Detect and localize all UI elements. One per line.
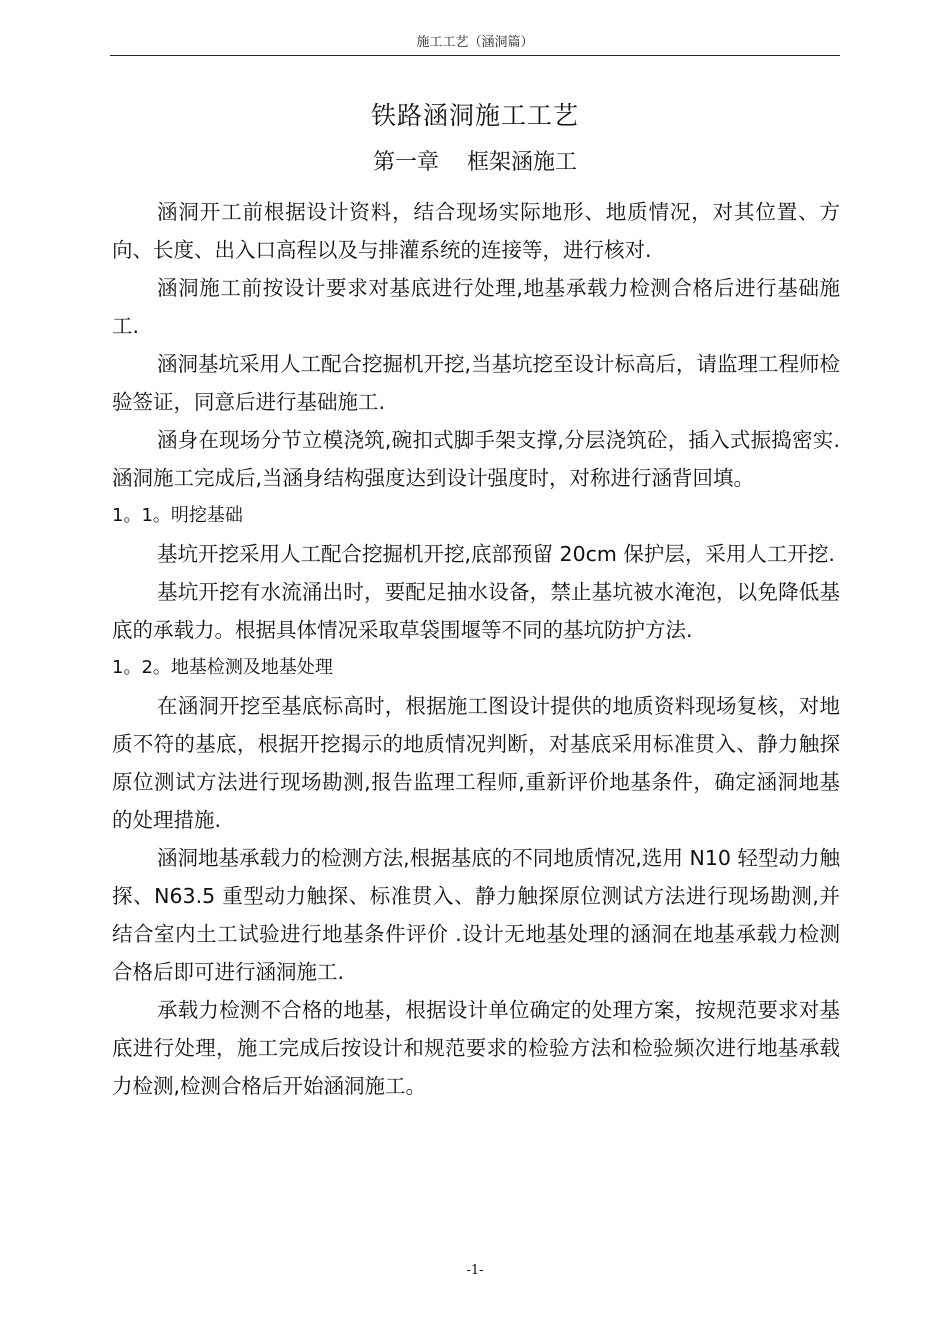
running-header: 施工工艺（涵洞篇） <box>416 35 534 50</box>
body-paragraph: 涵身在现场分节立模浇筑,碗扣式脚手架支撑,分层浇筑砼，插入式振捣密实.涵洞施工完成后,当涵身结构强度达到设计强度时，对称进行涵背回填。 <box>112 428 840 490</box>
document-body <box>112 193 840 1105</box>
page-number: -1- <box>466 1263 484 1278</box>
body-paragraph: 涵洞基坑采用人工配合挖掘机开挖,当基坑挖至设计标高后，请监理工程师检验签证，同意后进行基础施工. <box>112 352 841 414</box>
section-heading: 1。1。明挖基础 <box>112 505 243 526</box>
header-divider <box>110 55 840 56</box>
body-paragraph: 基坑开挖采用人工配合挖掘机开挖,底部预留 20cm 保护层，采用人工开挖. <box>157 542 835 566</box>
body-paragraph: 基坑开挖有水流涌出时，要配足抽水设备，禁止基坑被水淹泡，以免降低基底的承载力。根据具体情况采取草袋围堰等不同的基坑防护方法. <box>112 580 840 642</box>
body-paragraph: 涵洞地基承载力的检测方法,根据基底的不同地质情况,选用 N10 轻型动力触探、N63.5 重型动力触探、标准贯入、静力触探原位测试方法进行现场勘测,并结合室内土工试验进行地基条件评价 .设计无地基处理的涵洞在地基承载力检测合格后即可进行涵洞施工. <box>112 846 840 984</box>
document-title: 铁路涵洞施工工艺 <box>370 101 579 130</box>
body-paragraph: 在涵洞开挖至基底标高时，根据施工图设计提供的地质资料现场复核，对地质不符的基底，根据开挖揭示的地质情况判断，对基底采用标准贯入、静力触探原位测试方法进行现场勘测,报告监理工程师,重新评价地基条件，确定涵洞地基的处理措施. <box>112 694 840 832</box>
section-heading: 1。2。地基检测及地基处理 <box>112 657 333 678</box>
chapter-heading: 第一章 框架涵施工 <box>373 150 577 175</box>
body-paragraph: 承载力检测不合格的地基，根据设计单位确定的处理方案，按规范要求对基底进行处理，施工完成后按设计和规范要求的检验方法和检验频次进行地基承载力检测,检测合格后开始涵洞施工。 <box>112 998 840 1098</box>
body-paragraph: 涵洞施工前按设计要求对基底进行处理,地基承载力检测合格后进行基础施工. <box>112 276 840 338</box>
body-paragraph: 涵洞开工前根据设计资料，结合现场实际地形、地质情况，对其位置、方向、长度、出入口高程以及与排灌系统的连接等，进行核对. <box>112 200 840 262</box>
